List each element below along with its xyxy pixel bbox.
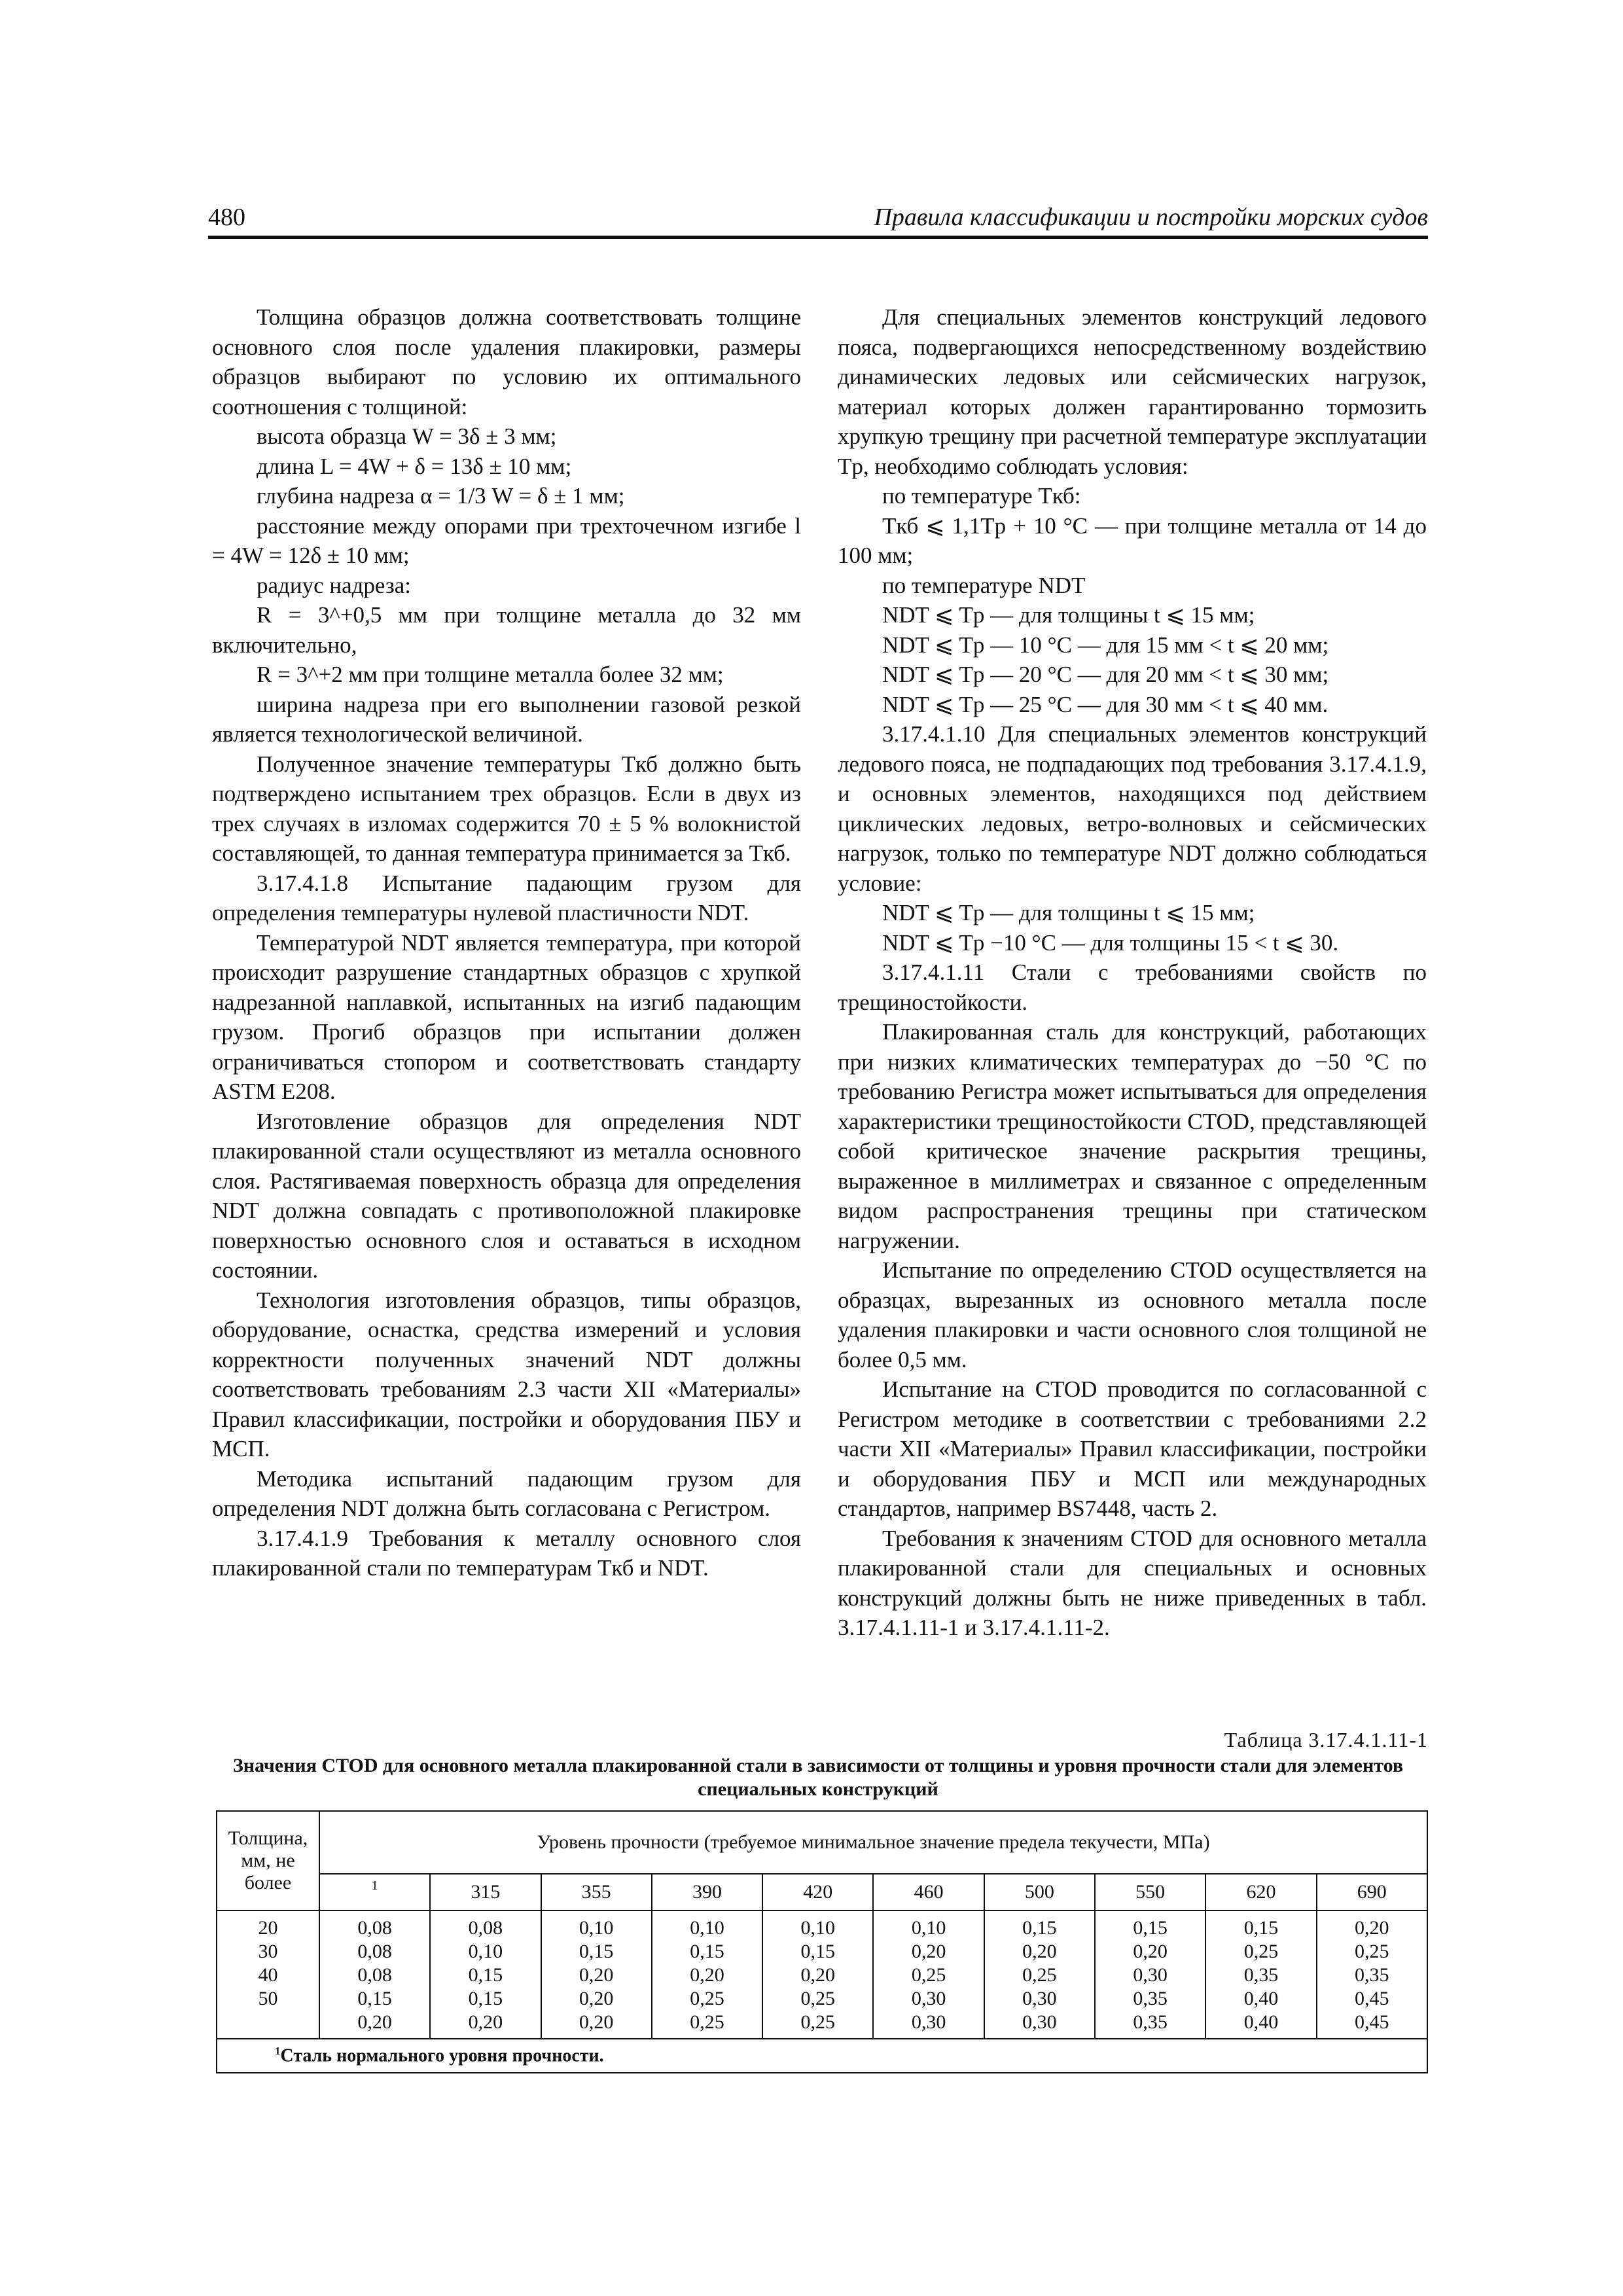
strength-level-header: 690 [1317,1874,1427,1910]
thickness-header: Толщина, мм, не более [217,1811,319,1910]
paragraph: Испытание по определению CTOD осуществляется на образцах, вырезанных из основного металла после удаления плакировки и части основного слоя толщиной не более 0,5 мм. [838,1257,1427,1372]
ctod-column [762,1910,873,2039]
ctod-value: 0,20 [690,1964,724,1986]
ctod-value: 0,35 [1243,1964,1279,1986]
paragraph: по температуре NDT [882,572,1086,598]
ctod-value: 0,35 [1355,1964,1389,1986]
strength-level-header: 390 [652,1874,762,1910]
paragraph: Для специальных элементов конструкций ледового пояса, подвергающихся непосредственному воздействию динамических ледовых или сейсмических нагрузок, материал которых должен гарантированно тормозить хрупкую трещину при расчетной температуре эксплуатации Tр, необходимо соблюдать условия: [838,304,1427,479]
paragraph: Изготовление образцов для определения NDT плакированной стали осуществляют из металла основного слоя. Растягиваемая поверхность образца для определения NDT должна совпадать с противоположной плакировке поверхностью основного слоя и оставаться в исходном состоянии. [212,1108,801,1283]
ctod-value: 0,35 [1133,1988,1168,2009]
footnote-text: Сталь нормального уровня прочности. [280,2045,604,2066]
strength-level-header: 500 [984,1874,1095,1910]
paragraph: Плакированная сталь для конструкций, работающих при низких климатических температурах до −50 °C по требованию Регистра может испытываться для определения характеристики трещиностойкости CTOD, представляющей собой критическое значение раскрытия трещины, выраженное в миллиметрах и связанное с определенным видом распространения трещины при статическом нагружении. [838,1019,1427,1253]
ctod-value: 0,20 [357,2011,392,2033]
paragraph: Испытание на CTOD проводится по согласованной с Регистром методике в соответствии с требованиями 2.2 части XII «Материалы» Правил классификации, постройки и оборудования ПБУ и МСП или международных стандартов, например BS7448, часть 2. [838,1376,1427,1521]
ctod-value: 0,08 [357,1964,392,1986]
ctod-column [1317,1910,1427,2039]
table-caption: Значения CTOD для основного металла плакированной стали в зависимости от толщины и уровня прочности стали для элементов специальных конструкций [232,1755,1404,1800]
ctod-value: 0,40 [1243,2011,1279,2033]
paragraph: 3.17.4.1.10 Для специальных элементов конструкций ледового пояса, не подпадающих под требования 3.17.4.1.9, и основных элементов, находящихся под действием циклических ледовых, ветро-волновых и сейсмических нагрузок, только по температуре NDT должно соблюдаться условие: [838,721,1427,896]
ctod-value: 0,15 [468,1988,503,2009]
paragraph: Полученное значение температуры Tкб должно быть подтверждено испытанием трех образцов. Если в двух из трех случаях в изломах содержится 70 ± 5 % волокнистой составляющей, то данная температура принимается за Tкб. [212,751,801,866]
ctod-value: 0,20 [911,1941,946,1962]
paragraph: NDT ⩽ Tр — 10 °C — для 15 мм < t ⩽ 20 мм; [882,632,1329,658]
ctod-value: 0,30 [1133,1964,1168,1986]
strength-level-header: 420 [762,1874,873,1910]
ctod-value: 0,15 [1022,1917,1057,1939]
paragraph: Температурой NDT является температура, при которой происходит разрушение стандартных образцов с хрупкой надрезанной наплавкой, испытанных на изгиб падающим грузом. Прогиб образцов при испытании должен ограничиваться стопором и соответствовать стандарту ASTM E208. [212,929,801,1104]
ctod-value: 0,15 [690,1941,724,1962]
ctod-value: 0,10 [690,1917,724,1939]
paragraph: 3.17.4.1.11 Стали с требованиями свойств по трещиностойкости. [838,960,1427,1015]
ctod-value: 0,20 [1133,1941,1168,1962]
strength-level-header: 620 [1205,1874,1316,1910]
ctod-column [319,1910,430,2039]
ctod-value: 0,25 [800,2011,836,2033]
thickness-value: 40 [258,1964,278,1986]
ctod-value: 0,40 [1243,1988,1279,2009]
page-header [208,196,1428,239]
ctod-value: 0,08 [468,1917,503,1939]
ctod-value: 0,10 [468,1941,503,1962]
ctod-value: 0,20 [1022,1941,1057,1962]
ctod-value: 0,25 [911,1964,946,1986]
ctod-value: 0,20 [579,1964,614,1986]
paragraph: радиус надреза: [257,572,411,598]
strength-level-header: 550 [1095,1874,1205,1910]
ctod-value: 0,30 [1022,2011,1057,2033]
thickness-values [217,1910,319,2039]
right-text-column [838,302,1427,1643]
ctod-column [1205,1910,1316,2039]
page-number: 480 [208,204,245,231]
paragraph: длина L = 4W + δ = 13δ ± 10 мм; [257,453,572,479]
thickness-value: 30 [258,1941,278,1962]
ctod-value: 0,15 [468,1964,503,1986]
ctod-value: 0,15 [1243,1917,1279,1939]
ctod-column [984,1910,1095,2039]
ctod-value: 0,20 [1355,1917,1389,1939]
left-text-column [212,302,801,1583]
ctod-column [1095,1910,1205,2039]
table-footnote [217,2039,1427,2073]
ctod-value: 0,10 [579,1917,614,1939]
strength-level-header: 355 [541,1874,652,1910]
ctod-value: 0,30 [911,1988,946,2009]
paragraph: R = 3^+0,5 мм при толщине металла до 32 мм включительно, [212,602,801,658]
paragraph: глубина надреза α = 1/3 W = δ ± 1 мм; [257,483,625,509]
paragraph: высота образца W = 3δ ± 3 мм; [257,423,557,449]
ctod-value: 0,35 [1133,2011,1168,2033]
ctod-value: 0,45 [1355,1988,1389,2009]
ctod-table [216,1810,1428,2073]
ctod-column [430,1910,541,2039]
paragraph: NDT ⩽ Tр — 25 °C — для 30 мм < t ⩽ 40 мм. [882,691,1329,717]
ctod-value: 0,15 [1133,1917,1168,1939]
paragraph: по температуре Tкб: [882,483,1081,509]
paragraph: 3.17.4.1.9 Требования к металлу основного слоя плакированной стали по температурам Tкб и NDT. [212,1525,801,1581]
thickness-value: 20 [258,1917,278,1939]
paragraph: Tкб ⩽ 1,1Tр + 10 °C — при толщине металла от 14 до 100 мм; [838,512,1427,568]
ctod-column [873,1910,984,2039]
running-title: Правила классификации и постройки морских судов [874,204,1428,231]
paragraph: Толщина образцов должна соответствовать толщине основного слоя после удаления плакировки, размеры образцов выбирают по условию их оптимального соотношения с толщиной: [212,304,801,420]
paragraph: Методика испытаний падающим грузом для определения NDT должна быть согласована с Регистром. [212,1465,801,1521]
ctod-value: 0,15 [800,1941,836,1962]
table-number: Таблица 3.17.4.1.11-1 [1224,1728,1428,1751]
strength-header: Уровень прочности (требуемое минимальное значение предела текучести, МПа) [319,1811,1427,1874]
strength-level-header: 315 [430,1874,541,1910]
paragraph: NDT ⩽ Tр — для толщины t ⩽ 15 мм; [882,602,1255,628]
paragraph: Требования к значениям CTOD для основного металла плакированной стали для специальных и основных конструкций должны быть не ниже приведенных в табл. 3.17.4.1.11-1 и 3.17.4.1.11-2. [838,1525,1427,1640]
ctod-value: 0,25 [690,1988,724,2009]
paragraph: расстояние между опорами при трехточечном изгибе l = 4W = 12δ ± 10 мм; [212,512,801,568]
ctod-value: 0,45 [1355,2011,1389,2033]
ctod-value: 0,15 [357,1988,392,2009]
ctod-value: 0,20 [468,2011,503,2033]
ctod-value: 0,08 [357,1941,392,1962]
ctod-value: 0,25 [1022,1964,1057,1986]
paragraph: 3.17.4.1.8 Испытание падающим грузом для определения температуры нулевой пластичности NDT. [212,870,801,925]
thickness-value: 50 [258,1988,278,2009]
ctod-value: 0,20 [579,2011,614,2033]
paragraph: ширина надреза при его выполнении газовой резкой является технологической величиной. [212,691,801,747]
ctod-value: 0,10 [911,1917,946,1939]
ctod-column [541,1910,652,2039]
paragraph: NDT ⩽ Tр — 20 °C — для 20 мм < t ⩽ 30 мм; [882,662,1329,687]
ctod-value: 0,20 [800,1964,836,1986]
ctod-value: 0,25 [800,1988,836,2009]
paragraph: Технология изготовления образцов, типы образцов, оборудование, оснастка, средства измерений и условия корректности полученных значений NDT должны соответствовать требованиям 2.3 части XII «Материалы» Правил классификации, постройки и оборудования ПБУ и МСП. [212,1287,801,1462]
ctod-value: 0,15 [579,1941,614,1962]
strength-level-header: 460 [873,1874,984,1910]
paragraph: NDT ⩽ Tр — для толщины t ⩽ 15 мм; [882,900,1255,925]
ctod-value: 0,30 [911,2011,946,2033]
paragraph: NDT ⩽ Tр −10 °C — для толщины 15 < t ⩽ 30. [882,929,1339,956]
ctod-column [652,1910,762,2039]
ctod-value: 0,25 [690,2011,724,2033]
paragraph: R = 3^+2 мм при толщине металла более 32 мм; [257,662,724,687]
strength-level-header: 1 [319,1874,430,1910]
footnote-mark: 1 [275,2045,281,2058]
ctod-value: 0,30 [1022,1988,1057,2009]
ctod-value: 0,25 [1355,1941,1389,1962]
ctod-value: 0,20 [579,1988,614,2009]
ctod-value: 0,08 [357,1917,392,1939]
ctod-value: 0,25 [1243,1941,1279,1962]
ctod-value: 0,10 [800,1917,836,1939]
